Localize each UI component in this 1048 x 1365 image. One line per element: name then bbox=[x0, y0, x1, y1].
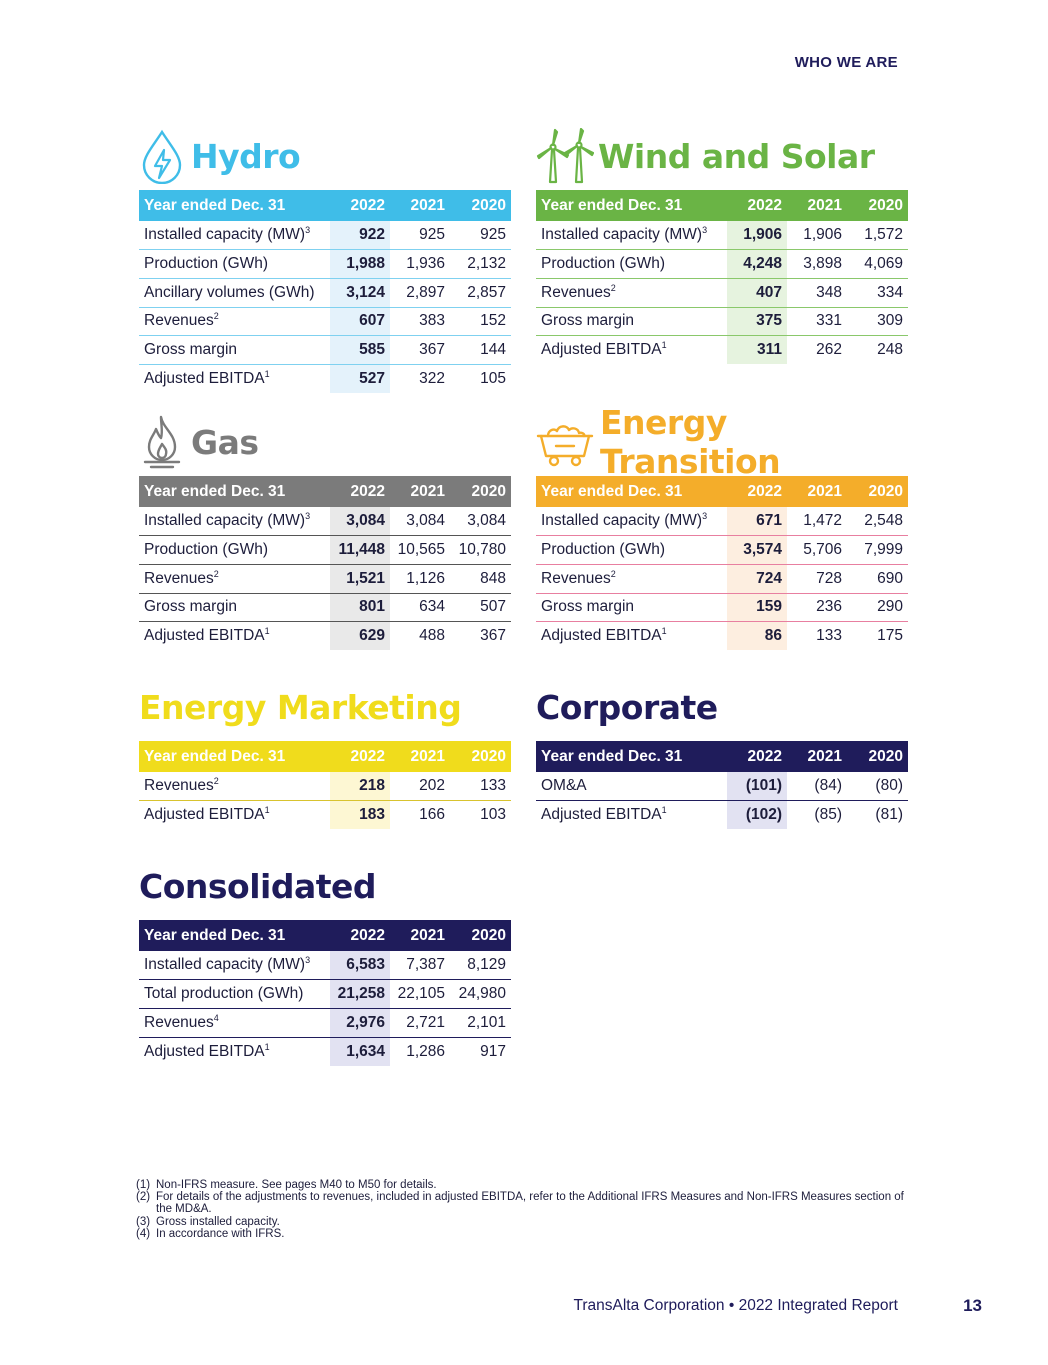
column-header-label: Year ended Dec. 31 bbox=[536, 476, 727, 507]
cell-2021: 634 bbox=[419, 598, 445, 616]
cell-2022: 724 bbox=[727, 564, 787, 593]
footnotes bbox=[136, 1179, 916, 1240]
column-header-year: 2022 bbox=[330, 920, 390, 951]
footnote-ref: 2 bbox=[213, 568, 219, 579]
segment-table bbox=[139, 476, 511, 650]
table-row bbox=[139, 221, 511, 250]
cell-2022: 375 bbox=[727, 307, 787, 336]
cell-2021: (85) bbox=[814, 806, 842, 824]
cell-2021: 383 bbox=[419, 312, 445, 330]
footnote-ref: 4 bbox=[213, 1012, 219, 1023]
row-label: Adjusted EBITDA$^1$ bbox=[144, 805, 270, 824]
table-header-row bbox=[536, 190, 908, 221]
table-row bbox=[536, 536, 908, 565]
cell-2022: 407 bbox=[727, 278, 787, 307]
row-label: Revenues$^2$ bbox=[144, 775, 219, 795]
cell-2021: 488 bbox=[419, 627, 445, 645]
row-label: Revenues$^2$ bbox=[144, 311, 219, 330]
cell-2020: 917 bbox=[480, 1042, 506, 1060]
row-label: Gross margin bbox=[144, 598, 238, 616]
footnote-ref: 3 bbox=[702, 510, 708, 521]
cell-2022: (101) bbox=[727, 772, 787, 801]
cell-2020: 925 bbox=[480, 226, 506, 244]
table-header-row bbox=[139, 741, 511, 772]
footnote-ref: 3 bbox=[305, 954, 311, 965]
water-drop-bolt-icon bbox=[139, 128, 187, 184]
column-header-year: 2022 bbox=[727, 190, 787, 221]
table-row bbox=[536, 507, 908, 536]
cell-2020: 8,129 bbox=[467, 956, 506, 974]
row-label: Adjusted EBITDA$^1$ bbox=[541, 805, 667, 824]
cell-2022: (102) bbox=[727, 801, 787, 830]
footnote-ref: 1 bbox=[661, 340, 667, 351]
table-header-row bbox=[139, 476, 511, 507]
cell-2022: 86 bbox=[727, 622, 787, 651]
column-header-year: 2020 bbox=[450, 920, 511, 951]
row-label: Production (GWh) bbox=[144, 255, 269, 273]
segment-corporate bbox=[536, 679, 908, 829]
cell-2022: 11,448 bbox=[330, 536, 390, 565]
segment-table bbox=[139, 741, 511, 829]
cell-2022: 1,521 bbox=[330, 564, 390, 593]
row-label: Revenues$^4$ bbox=[144, 1012, 219, 1031]
segment-title: Consolidated bbox=[139, 866, 376, 906]
column-header-year: 2020 bbox=[450, 741, 511, 772]
cell-2020: 133 bbox=[480, 777, 506, 795]
cell-2020: 105 bbox=[480, 370, 506, 388]
cell-2021: 1,126 bbox=[406, 569, 445, 587]
column-header-label: Year ended Dec. 31 bbox=[139, 476, 330, 507]
table-row bbox=[536, 250, 908, 279]
table-row bbox=[139, 336, 511, 365]
cell-2021: 10,565 bbox=[397, 541, 445, 559]
row-label: Adjusted EBITDA$^1$ bbox=[541, 626, 667, 645]
table-row bbox=[139, 801, 511, 830]
footnote: (1) Non-IFRS measure. See pages M40 to M50 for details. bbox=[136, 1179, 437, 1191]
cell-2022: 183 bbox=[330, 801, 390, 830]
cell-2020: 334 bbox=[877, 283, 903, 301]
column-header-year: 2021 bbox=[390, 190, 450, 221]
cell-2020: 4,069 bbox=[864, 255, 903, 273]
segment-title: Energy Transition bbox=[600, 403, 781, 481]
cell-2020: 690 bbox=[877, 569, 903, 587]
cell-2022: 922 bbox=[330, 221, 390, 250]
footnote-ref: 3 bbox=[305, 510, 311, 521]
footnote: (3) Gross installed capacity. bbox=[136, 1215, 280, 1228]
row-label: Adjusted EBITDA$^1$ bbox=[144, 1041, 270, 1060]
cell-2021: 202 bbox=[419, 777, 445, 795]
row-label: Gross margin bbox=[144, 341, 238, 359]
cell-2020: 248 bbox=[877, 341, 903, 359]
cell-2020: 2,132 bbox=[467, 255, 506, 273]
cell-2021: 1,472 bbox=[803, 512, 842, 530]
footnote: (4) In accordance with IFRS. bbox=[136, 1227, 285, 1240]
cell-2022: 1,906 bbox=[727, 221, 787, 250]
cell-2021: 133 bbox=[816, 627, 842, 645]
column-header-year: 2020 bbox=[450, 190, 511, 221]
table-row bbox=[536, 593, 908, 622]
row-label: Production (GWh) bbox=[541, 541, 666, 559]
table-header-row bbox=[536, 741, 908, 772]
cell-2021: (84) bbox=[814, 777, 842, 795]
cell-2022: 6,583 bbox=[330, 951, 390, 980]
row-label: Installed capacity (MW)$^3$ bbox=[144, 224, 311, 244]
cell-2020: 144 bbox=[480, 341, 506, 359]
cell-2021: 728 bbox=[816, 569, 842, 587]
row-label: Gross margin bbox=[541, 312, 635, 330]
cell-2021: 236 bbox=[816, 598, 842, 616]
table-row bbox=[536, 622, 908, 651]
cell-2021: 1,936 bbox=[406, 255, 445, 273]
cell-2021: 7,387 bbox=[406, 956, 445, 974]
cell-2021: 22,105 bbox=[397, 985, 445, 1003]
cell-2020: 152 bbox=[480, 312, 506, 330]
segment-table bbox=[536, 741, 908, 829]
row-label: Revenues$^2$ bbox=[541, 568, 616, 587]
cell-2020: 2,548 bbox=[864, 512, 903, 530]
column-header-label: Year ended Dec. 31 bbox=[139, 741, 330, 772]
row-label: Revenues$^2$ bbox=[541, 282, 616, 301]
cell-2022: 585 bbox=[330, 336, 390, 365]
row-label: Installed capacity (MW)$^3$ bbox=[144, 954, 311, 974]
footnote-ref: 2 bbox=[610, 282, 616, 293]
cell-2021: 3,898 bbox=[803, 255, 842, 273]
table-row bbox=[139, 364, 511, 393]
column-header-year: 2022 bbox=[330, 476, 390, 507]
cell-2021: 2,721 bbox=[406, 1013, 445, 1031]
cell-2021: 5,706 bbox=[803, 541, 842, 559]
footnote-ref: 1 bbox=[264, 626, 270, 637]
table-row bbox=[536, 221, 908, 250]
footer-text: TransAlta Corporation • 2022 Integrated Report bbox=[573, 1297, 898, 1314]
table-row bbox=[536, 564, 908, 593]
cell-2021: 3,084 bbox=[406, 512, 445, 530]
cell-2022: 21,258 bbox=[330, 980, 390, 1009]
table-row bbox=[536, 772, 908, 801]
segment-gas bbox=[139, 414, 511, 650]
column-header-label: Year ended Dec. 31 bbox=[536, 190, 727, 221]
coal-cart-icon bbox=[536, 414, 596, 470]
cell-2022: 801 bbox=[330, 593, 390, 622]
table-row bbox=[536, 801, 908, 830]
table-row bbox=[536, 307, 908, 336]
cell-2021: 1,906 bbox=[803, 226, 842, 244]
cell-2020: 175 bbox=[877, 627, 903, 645]
column-header-year: 2020 bbox=[847, 476, 908, 507]
cell-2020: 103 bbox=[480, 806, 506, 824]
column-header-year: 2020 bbox=[450, 476, 511, 507]
footnote-ref: 1 bbox=[661, 805, 667, 816]
row-label: Installed capacity (MW)$^3$ bbox=[144, 510, 311, 530]
cell-2022: 218 bbox=[330, 772, 390, 801]
column-header-year: 2021 bbox=[787, 190, 847, 221]
row-label: Adjusted EBITDA$^1$ bbox=[541, 340, 667, 359]
cell-2020: 290 bbox=[877, 598, 903, 616]
cell-2020: (80) bbox=[875, 777, 903, 795]
segment-table bbox=[536, 476, 908, 650]
footnote-ref: 2 bbox=[213, 311, 219, 322]
cell-2022: 527 bbox=[330, 364, 390, 393]
cell-2020: 1,572 bbox=[864, 226, 903, 244]
section-header: WHO WE ARE bbox=[794, 54, 898, 71]
table-row bbox=[139, 772, 511, 801]
footnote-ref: 2 bbox=[213, 775, 219, 786]
column-header-year: 2022 bbox=[330, 190, 390, 221]
row-label: Production (GWh) bbox=[541, 255, 666, 273]
table-row bbox=[139, 564, 511, 593]
cell-2022: 2,976 bbox=[330, 1008, 390, 1037]
cell-2021: 348 bbox=[816, 283, 842, 301]
cell-2021: 925 bbox=[419, 226, 445, 244]
column-header-year: 2021 bbox=[390, 476, 450, 507]
segment-hydro bbox=[139, 128, 511, 393]
cell-2020: 367 bbox=[480, 627, 506, 645]
cell-2022: 3,084 bbox=[330, 507, 390, 536]
table-row bbox=[139, 536, 511, 565]
row-label: OM&A bbox=[541, 777, 587, 795]
segment-title: Hydro bbox=[191, 136, 301, 176]
cell-2022: 3,574 bbox=[727, 536, 787, 565]
column-header-year: 2020 bbox=[847, 741, 908, 772]
table-row bbox=[139, 278, 511, 307]
row-label: Adjusted EBITDA$^1$ bbox=[144, 368, 270, 388]
column-header-year: 2020 bbox=[847, 190, 908, 221]
column-header-year: 2021 bbox=[787, 741, 847, 772]
segment-title: Corporate bbox=[536, 687, 718, 727]
cell-2021: 331 bbox=[816, 312, 842, 330]
cell-2022: 607 bbox=[330, 307, 390, 336]
footnote-ref: 1 bbox=[264, 805, 270, 816]
table-row bbox=[139, 593, 511, 622]
row-label: Gross margin bbox=[541, 598, 635, 616]
column-header-label: Year ended Dec. 31 bbox=[139, 190, 330, 221]
segment-consolidated bbox=[139, 858, 511, 1066]
cell-2022: 1,634 bbox=[330, 1037, 390, 1066]
table-header-row bbox=[139, 920, 511, 951]
table-row bbox=[139, 951, 511, 980]
cell-2020: 7,999 bbox=[864, 541, 903, 559]
cell-2021: 1,286 bbox=[406, 1042, 445, 1060]
cell-2021: 262 bbox=[816, 341, 842, 359]
segment-wind-solar bbox=[536, 128, 908, 364]
flame-icon bbox=[139, 414, 187, 470]
segment-title: Gas bbox=[191, 422, 259, 462]
cell-2022: 629 bbox=[330, 622, 390, 651]
segment-title: Wind and Solar bbox=[598, 136, 875, 176]
cell-2021: 322 bbox=[419, 370, 445, 388]
row-label: Adjusted EBITDA$^1$ bbox=[144, 626, 270, 645]
row-label: Installed capacity (MW)$^3$ bbox=[541, 510, 708, 530]
cell-2020: 2,857 bbox=[467, 283, 506, 301]
cell-2020: (81) bbox=[875, 806, 903, 824]
column-header-label: Year ended Dec. 31 bbox=[536, 741, 727, 772]
segment-table bbox=[536, 190, 908, 364]
table-row bbox=[139, 1008, 511, 1037]
cell-2020: 309 bbox=[877, 312, 903, 330]
row-label: Installed capacity (MW)$^3$ bbox=[541, 224, 708, 244]
column-header-year: 2021 bbox=[390, 920, 450, 951]
table-row bbox=[536, 278, 908, 307]
cell-2020: 848 bbox=[480, 569, 506, 587]
segment-energy-marketing bbox=[139, 679, 511, 829]
footnote-ref: 1 bbox=[661, 626, 667, 637]
column-header-year: 2022 bbox=[727, 476, 787, 507]
cell-2021: 166 bbox=[419, 806, 445, 824]
footnote: (2) For details of the adjustments to revenues, included in adjusted EBITDA, refer to the Additional IFRS Measures and Non-IFRS Measures section of the MD&A. bbox=[136, 1191, 904, 1216]
column-header-year: 2021 bbox=[390, 741, 450, 772]
table-header-row bbox=[139, 190, 511, 221]
cell-2021: 367 bbox=[419, 341, 445, 359]
cell-2020: 24,980 bbox=[458, 985, 506, 1003]
column-header-year: 2022 bbox=[330, 741, 390, 772]
table-row bbox=[139, 250, 511, 279]
table-row bbox=[139, 307, 511, 336]
cell-2022: 159 bbox=[727, 593, 787, 622]
segment-title: Energy Marketing bbox=[139, 687, 462, 727]
footnote-ref: 3 bbox=[702, 224, 708, 235]
cell-2020: 507 bbox=[480, 598, 506, 616]
footnote-ref: 3 bbox=[305, 224, 311, 235]
footnote-ref: 1 bbox=[264, 368, 270, 379]
cell-2022: 3,124 bbox=[330, 278, 390, 307]
column-header-label: Year ended Dec. 31 bbox=[139, 920, 330, 951]
page-number: 13 bbox=[963, 1296, 982, 1315]
table-row bbox=[139, 622, 511, 651]
column-header-year: 2022 bbox=[727, 741, 787, 772]
column-header-year: 2021 bbox=[787, 476, 847, 507]
table-row bbox=[139, 507, 511, 536]
cell-2022: 1,988 bbox=[330, 250, 390, 279]
cell-2021: 2,897 bbox=[406, 283, 445, 301]
row-label: Production (GWh) bbox=[144, 541, 269, 559]
segment-table bbox=[139, 920, 511, 1066]
cell-2020: 10,780 bbox=[458, 541, 506, 559]
cell-2022: 671 bbox=[727, 507, 787, 536]
cell-2022: 4,248 bbox=[727, 250, 787, 279]
cell-2020: 3,084 bbox=[467, 512, 506, 530]
row-label: Ancillary volumes (GWh) bbox=[144, 283, 315, 301]
row-label: Total production (GWh) bbox=[144, 985, 304, 1003]
wind-turbine-icon bbox=[536, 128, 594, 184]
table-row bbox=[139, 980, 511, 1009]
cell-2020: 2,101 bbox=[467, 1013, 506, 1031]
table-row bbox=[139, 1037, 511, 1066]
footnote-ref: 2 bbox=[610, 568, 616, 579]
table-row bbox=[536, 336, 908, 365]
segment-energy-transition bbox=[536, 403, 908, 650]
footnote-ref: 1 bbox=[264, 1041, 270, 1052]
cell-2022: 311 bbox=[727, 336, 787, 365]
segment-table bbox=[139, 190, 511, 393]
row-label: Revenues$^2$ bbox=[144, 568, 219, 587]
